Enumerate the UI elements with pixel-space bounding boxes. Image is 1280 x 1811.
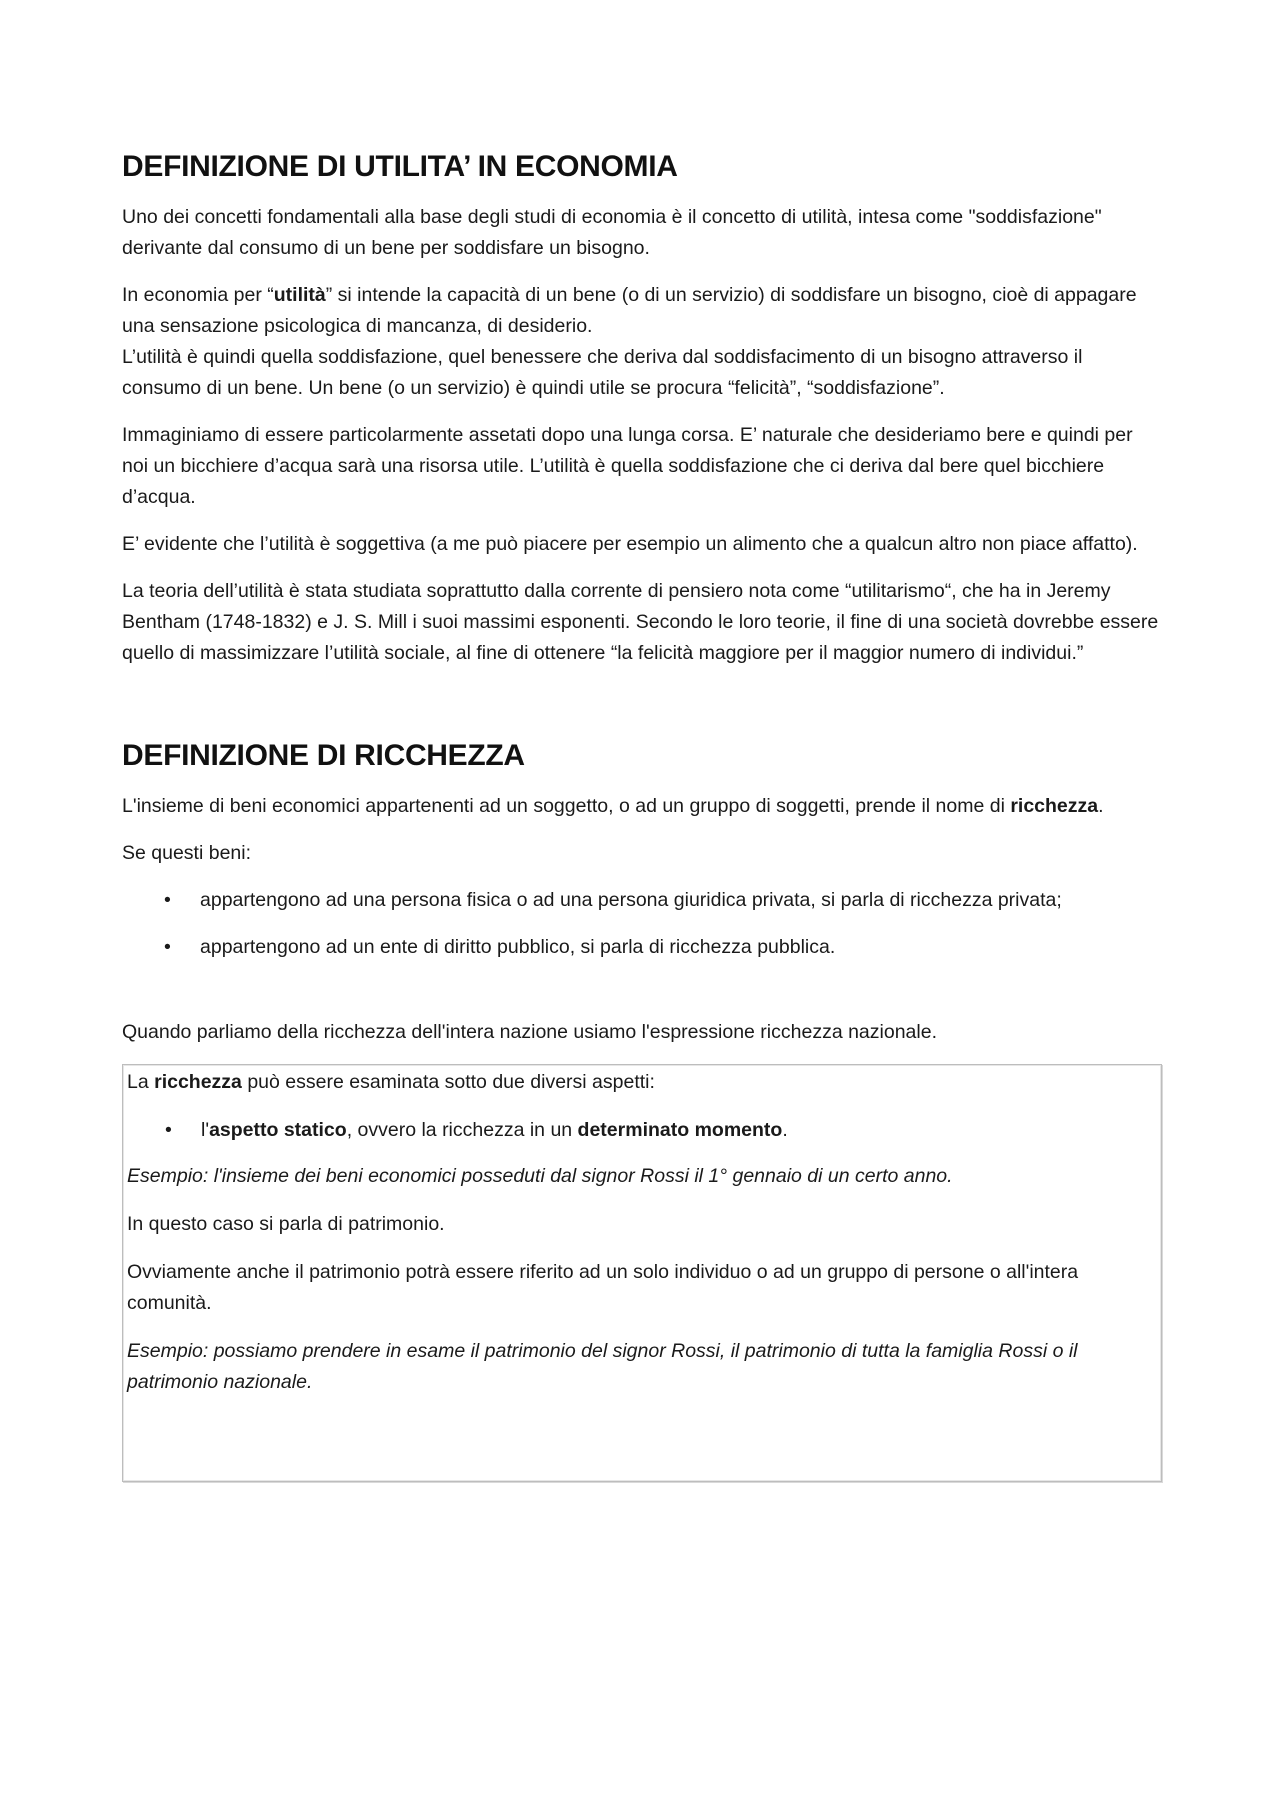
list-item	[127, 1115, 1153, 1146]
box-example-1: Esempio: l'insieme dei beni economici posseduti dal signor Rossi il 1° gennaio di un certo anno.	[127, 1165, 953, 1187]
box-example-2: Esempio: possiamo prendere in esame il patrimonio del signor Rossi, il patrimonio di tutta la famiglia Rossi o il patrimonio nazionale.	[127, 1340, 1078, 1393]
bold-term-aspetto-statico: aspetto statico	[209, 1119, 347, 1141]
text-run: In economia per “	[122, 284, 274, 306]
paragraph-utilita-intro: Uno dei concetti fondamentali alla base degli studi di economia è il concetto di utilità, intesa come "soddisfazione" derivante dal consumo di un bene per soddisfare un bisogno.	[122, 206, 1102, 259]
paragraph-ricchezza-definition	[122, 791, 1162, 822]
spacer	[122, 979, 1162, 1017]
text-run: , ovvero la ricchezza in un	[346, 1119, 578, 1141]
text-run: L'insieme di beni economici appartenenti ad un soggetto, o ad un gruppo di soggetti, prende il nome di	[122, 795, 1011, 817]
box-paragraph-ovviamente: Ovviamente anche il patrimonio potrà essere riferito ad un solo individuo o ad un gruppo di persone o all'intera comunità.	[127, 1261, 1079, 1314]
text-run: L’utilità è quindi quella soddisfazione, quel benessere che deriva dal soddisfacimento di un bisogno attraverso il consumo di un bene. Un bene (o un servizio) è quindi utile se procura “felicità”, “soddisfazione”.	[122, 346, 1083, 399]
box-bullet-list	[127, 1115, 1153, 1146]
paragraph-utilita-soggettiva: E’ evidente che l’utilità è soggettiva (a me può piacere per esempio un alimento che a qualcun altro non piace affatto).	[122, 533, 1138, 555]
list-item-text: appartengono ad un ente di diritto pubblico, si parla di ricchezza pubblica.	[200, 936, 836, 958]
bold-term-ricchezza: ricchezza	[154, 1071, 242, 1093]
bold-term-determinato-momento: determinato momento	[577, 1119, 783, 1141]
text-run: l'	[201, 1119, 210, 1141]
paragraph-utilita-example: Immaginiamo di essere particolarmente assetati dopo una lunga corsa. E’ naturale che desideriamo bere e quindi per noi un bicchiere d’acqua sarà una risorsa utile. L’utilità è quella soddisfazione che ci deriva dal bere quel bicchiere d’acqua.	[122, 424, 1133, 508]
list-item	[122, 932, 1162, 963]
bold-term-utilita: utilità	[273, 284, 326, 306]
box-paragraph-patrimonio: In questo caso si parla di patrimonio.	[127, 1213, 445, 1235]
text-run: La	[127, 1071, 155, 1093]
paragraph-utilita-definition	[122, 280, 1162, 404]
text-run: .	[1098, 795, 1104, 817]
text-run: .	[782, 1119, 788, 1141]
list-item	[122, 885, 1162, 916]
text-run: ” si intende la capacità di un bene (o di un servizio) di soddisfare un bisogno, cioè di appagare una sensazione psicologica di mancanza, di desiderio.	[122, 284, 1137, 337]
bullet-icon: •	[164, 936, 171, 958]
box-paragraph-aspetti	[127, 1067, 1153, 1098]
paragraph-se-questi-beni: Se questi beni:	[122, 842, 252, 864]
bullet-icon: •	[164, 889, 171, 911]
bullet-list-ricchezza	[122, 885, 1162, 963]
paragraph-ricchezza-nazionale: Quando parliamo della ricchezza dell'intera nazione usiamo l'espressione ricchezza nazionale.	[122, 1021, 937, 1043]
bold-term-ricchezza: ricchezza	[1010, 795, 1099, 817]
section-title-utilita: DEFINIZIONE DI UTILITA’ IN ECONOMIA	[122, 150, 678, 183]
section-title-ricchezza: DEFINIZIONE DI RICCHEZZA	[122, 739, 525, 772]
bordered-text-box	[122, 1064, 1162, 1482]
list-item-text: appartengono ad una persona fisica o ad una persona giuridica privata, si parla di ricchezza privata;	[200, 889, 1062, 911]
paragraph-utilitarismo: La teoria dell’utilità è stata studiata soprattutto dalla corrente di pensiero nota come “utilitarismo“, che ha in Jeremy Bentham (1748-1832) e J. S. Mill i suoi massimi esponenti. Secondo le loro teorie, il fine di una società dovrebbe essere quello di massimizzare l’utilità sociale, al fine di ottenere “la felicità maggiore per il maggior numero di individui.”	[122, 580, 1159, 664]
text-run: può essere esaminata sotto due diversi aspetti:	[241, 1071, 655, 1093]
bullet-icon: •	[165, 1119, 172, 1141]
